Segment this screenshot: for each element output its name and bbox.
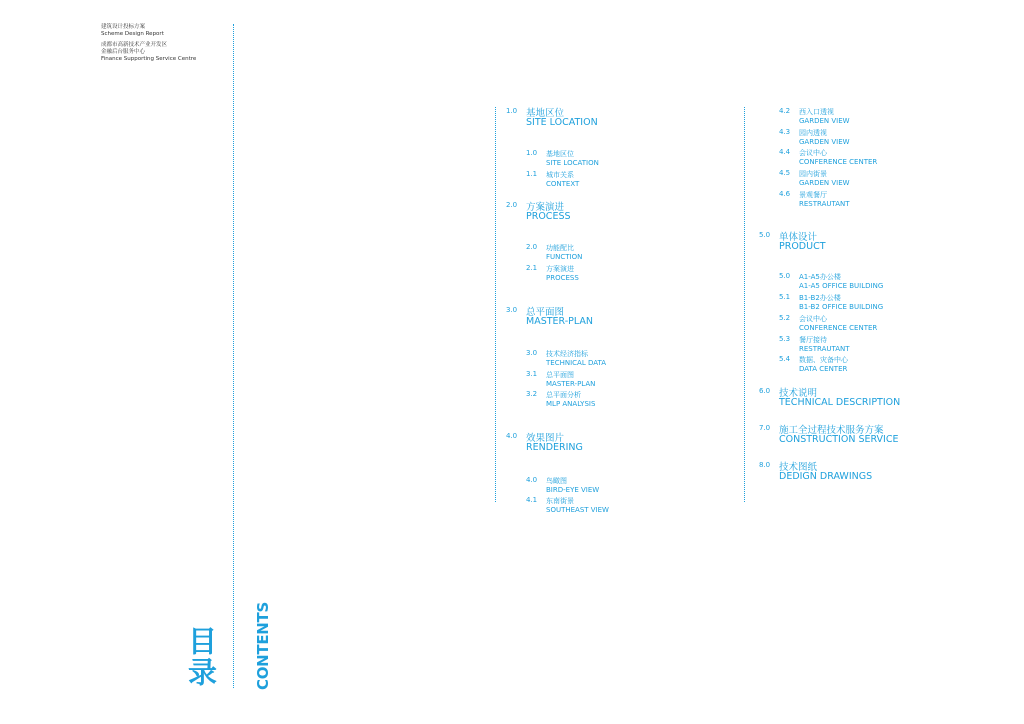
item-title-zh: 会议中心 (799, 315, 827, 323)
left-divider (233, 24, 234, 688)
item-title-zh: 方案演进 (546, 265, 574, 273)
section-title-en: RENDERING (526, 442, 583, 453)
section-title-zh: 效果图片 (526, 433, 565, 444)
report-header (101, 24, 196, 63)
section-title-zh: 总平面图 (526, 307, 565, 318)
item-title-zh: 总平面图 (546, 371, 574, 379)
section-title-en: CONSTRUCTION SERVICE (779, 434, 899, 445)
item-number: 3.1 (526, 370, 538, 378)
item-number: 3.0 (526, 349, 538, 357)
section-number: 8.0 (759, 461, 771, 469)
project-en: Finance Supporting Service Centre (101, 56, 197, 62)
item-title-zh: 餐厅接待 (799, 336, 827, 344)
item-number: 2.1 (526, 264, 538, 272)
item-title-zh: 技术经济指标 (546, 350, 588, 358)
item-title-zh: B1-B2办公楼 (799, 294, 841, 302)
section-title-zh: 施工全过程技术服务方案 (779, 425, 884, 436)
item-title-zh: 基地区位 (546, 150, 574, 158)
section-number: 6.0 (759, 387, 771, 395)
item-number: 4.3 (779, 128, 791, 136)
item-title-zh: 功能配比 (546, 244, 574, 252)
item-title-en: DATA CENTER (799, 365, 848, 373)
item-title-en: FUNCTION (546, 253, 583, 261)
item-number: 4.2 (779, 107, 791, 115)
item-title-zh: 会议中心 (799, 149, 827, 157)
item-title-en: RESTRAUTANT (799, 200, 850, 208)
district-zh: 成都市高新技术产业开发区 (101, 42, 168, 48)
item-title-en: GARDEN VIEW (799, 117, 850, 125)
section-title-en: MASTER-PLAN (526, 316, 594, 327)
item-number: 5.2 (779, 314, 791, 322)
item-number: 4.4 (779, 148, 791, 156)
section-title-zh: 单体设计 (779, 232, 818, 243)
section-title-zh: 技术图纸 (779, 462, 818, 473)
report-title-zh: 建筑设计投标方案 (101, 24, 146, 30)
item-title-zh: 数据、灾备中心 (799, 356, 848, 364)
item-title-zh: 西入口透视 (799, 108, 834, 116)
item-title-en: MLP ANALYSIS (546, 400, 596, 408)
item-title-zh: 园内街景 (799, 170, 827, 178)
item-number: 2.0 (526, 243, 538, 251)
item-title-en: CONTEXT (546, 180, 580, 188)
item-title-en: RESTRAUTANT (799, 345, 850, 353)
section-title-en: TECHNICAL DESCRIPTION (779, 397, 901, 408)
section-number: 3.0 (506, 306, 518, 314)
toc-left-rule (495, 107, 496, 502)
item-title-zh: 总平面分析 (546, 391, 581, 399)
section-title-zh: 技术说明 (779, 388, 818, 399)
item-title-zh: A1-A5办公楼 (799, 273, 841, 281)
item-title-en: TECHNICAL DATA (546, 359, 606, 367)
item-title-en: MASTER-PLAN (546, 380, 596, 388)
item-number: 4.1 (526, 496, 538, 504)
item-title-en: GARDEN VIEW (799, 179, 850, 187)
item-number: 5.0 (779, 272, 791, 280)
item-title-en: PROCESS (546, 274, 579, 282)
section-title-zh: 方案演进 (526, 202, 565, 213)
report-title-en: Scheme Design Report (101, 31, 164, 37)
section-title-zh: 基地区位 (526, 108, 565, 119)
section-number: 7.0 (759, 424, 771, 432)
item-title-en: BIRD-EYE VIEW (546, 486, 600, 494)
item-title-zh: 景观餐厅 (799, 191, 827, 199)
section-number: 1.0 (506, 107, 518, 115)
item-title-zh: 鸟瞰图 (546, 477, 567, 485)
item-title-zh: 城市关系 (546, 171, 574, 179)
item-number: 4.5 (779, 169, 791, 177)
section-title-en: PROCESS (526, 211, 571, 222)
item-number: 5.1 (779, 293, 791, 301)
item-title-zh: 东南街景 (546, 497, 574, 505)
section-number: 5.0 (759, 231, 771, 239)
section-title-en: SITE LOCATION (526, 117, 598, 128)
item-number: 5.4 (779, 355, 791, 363)
item-number: 4.6 (779, 190, 791, 198)
toc-right-rule (744, 107, 745, 502)
item-title-en: SITE LOCATION (546, 159, 599, 167)
item-number: 5.3 (779, 335, 791, 343)
item-title-en: GARDEN VIEW (799, 138, 850, 146)
item-title-en: A1-A5 OFFICE BUILDING (799, 282, 884, 290)
section-number: 2.0 (506, 201, 518, 209)
contents-title-en: CONTENTS (254, 602, 272, 690)
item-number: 3.2 (526, 390, 538, 398)
section-number: 4.0 (506, 432, 518, 440)
item-title-zh: 园内透视 (799, 129, 827, 137)
item-number: 1.0 (526, 149, 538, 157)
item-number: 4.0 (526, 476, 538, 484)
project-zh: 金融后台服务中心 (101, 49, 146, 55)
item-title-en: B1-B2 OFFICE BUILDING (799, 303, 884, 311)
item-title-en: CONFERENCE CENTER (799, 324, 878, 332)
item-title-en: CONFERENCE CENTER (799, 158, 878, 166)
contents-title-zh: 目录 (184, 626, 218, 688)
item-title-en: SOUTHEAST VIEW (546, 506, 609, 514)
section-title-en: PRODUCT (779, 241, 826, 252)
item-number: 1.1 (526, 170, 538, 178)
section-title-en: DEDIGN DRAWINGS (779, 471, 873, 482)
